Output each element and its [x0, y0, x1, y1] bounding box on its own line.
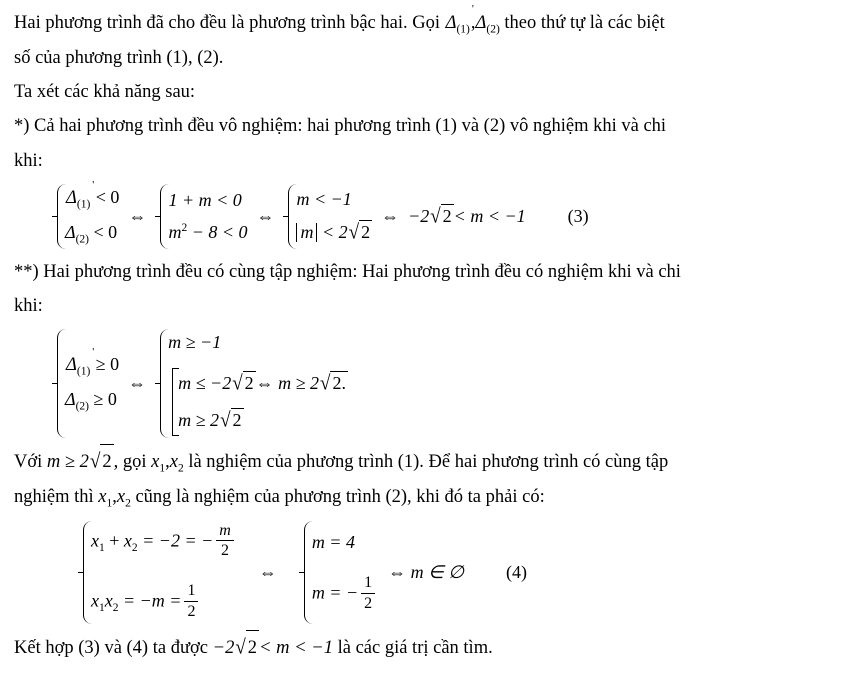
- symbol-comma: ,: [112, 486, 117, 507]
- x1-glyph: x: [98, 486, 107, 507]
- eq4-tail: ⇔ m ∈ ∅: [388, 561, 464, 582]
- symbol-comma: ,: [470, 13, 476, 33]
- delta-2-subscript: (2): [75, 233, 89, 246]
- x1-glyph: x: [151, 451, 160, 472]
- sub-system-2: [168, 329, 348, 438]
- eq4-res-row2-pre: m = −: [311, 582, 359, 603]
- eq4-system-2: [312, 529, 378, 616]
- equation-tag-4: (4): [505, 561, 527, 582]
- sub-system-1: [65, 345, 120, 416]
- sub-or-row1-iff: ⇔ m ≥ 2: [255, 372, 320, 393]
- sub-row2-rel: ≥ 0: [93, 388, 117, 409]
- x1-subscript: 1: [159, 462, 166, 475]
- fraction-1-over-2-a: [184, 582, 198, 621]
- inline-x1-x2-a: [151, 451, 184, 475]
- eq3-c-row-2: [296, 220, 372, 245]
- radicand: 2: [442, 205, 452, 226]
- sub-or-row1-pre: m ≤ −2: [178, 372, 232, 393]
- roots-text-mid: , gọi: [113, 451, 147, 472]
- fraction-denominator: 2: [216, 540, 234, 560]
- inline-x1-x2-b: [98, 486, 131, 510]
- x1-subscript: 1: [99, 602, 105, 615]
- eq3-c-row-1: m < −1: [296, 189, 352, 210]
- brace-left-sub-second: [155, 329, 168, 438]
- roots-text-post: là nghiệm của phương trình (1). Để hai phương trình có cùng tập: [188, 451, 669, 472]
- radicand: 2: [361, 221, 371, 242]
- paragraph-roots-cont: [14, 480, 848, 515]
- x2-subscript: 2: [177, 462, 184, 475]
- paragraph-case1: *) Cả hai phương trình đều vô nghiệm: hai phương trình (1) và (2) vô nghiệm khi và chi: [14, 116, 667, 137]
- eq3-row-1: [65, 178, 120, 212]
- delta-prime-1-sub: [66, 345, 95, 379]
- eq3-system-3: [296, 186, 372, 246]
- delta-2-glyph: Δ: [475, 13, 487, 33]
- delta-1-subscript: (1): [76, 198, 91, 211]
- x2-subscript: 2: [131, 541, 138, 554]
- eq3-system-1: [65, 178, 120, 249]
- eq4-row-1: [91, 523, 237, 562]
- eq3-b-row-2: [168, 221, 247, 244]
- eq3-b-row2-base: m: [168, 221, 182, 242]
- x1-subscript: 1: [106, 497, 113, 510]
- sqrt-2-e: [219, 408, 243, 433]
- iff-symbol-1: ⇔: [128, 205, 147, 226]
- sqrt-2-a: [348, 220, 372, 245]
- radicand: 2: [246, 630, 259, 665]
- sub-or-row2-pre: m ≥ 2: [178, 409, 220, 430]
- sub-or-stack: [178, 369, 348, 435]
- abs-m: m: [296, 223, 317, 243]
- eq4-row-2: [91, 583, 237, 622]
- sub-row-2: [65, 388, 119, 414]
- delta-1-subscript: (1): [76, 365, 91, 378]
- sub-row-1: [65, 345, 120, 379]
- radicand: 2: [100, 444, 113, 479]
- paragraph-intro: [14, 0, 848, 41]
- paragraph-case2: **) Hai phương trình đều có cùng tập nghiệm: Hai phương trình đều có nghiệm khi và chi: [14, 261, 681, 282]
- x2-glyph: x: [169, 451, 178, 472]
- equation-3: [0, 178, 862, 249]
- paragraph-case1-cont: khi:: [14, 150, 43, 171]
- eq4-system-1: [91, 521, 237, 624]
- radical-sign: √: [430, 205, 441, 228]
- delta-2-glyph: Δ: [65, 388, 76, 409]
- delta-prime-1: [445, 3, 474, 41]
- fraction-numerator: m: [219, 521, 231, 539]
- final-pre: −2: [212, 637, 235, 658]
- delta-2-subscript: (2): [75, 400, 89, 413]
- inline-m-pre: m ≥ 2: [46, 451, 89, 472]
- inline-m-condition: [46, 449, 114, 473]
- eq3-row1-rel: < 0: [95, 186, 120, 207]
- conclusion-post: là các giá trị cần tìm.: [337, 637, 493, 658]
- radicand: 2.: [332, 372, 346, 393]
- sub-b-row-1: m ≥ −1: [168, 332, 222, 353]
- fraction-numerator: 1: [364, 574, 373, 592]
- final-rest: < m < −1: [259, 637, 333, 658]
- paragraph-line3: Ta xét các khả năng sau:: [14, 82, 196, 103]
- eq3-b-row2-rest: − 8 < 0: [187, 221, 248, 242]
- radicand: 2: [244, 372, 254, 393]
- fraction-m-over-2: [216, 522, 234, 561]
- eq3-result: [408, 204, 526, 229]
- brace-left-eq4-second: [299, 521, 312, 624]
- sqrt-2-b: [429, 204, 453, 229]
- equation-tag-3: (3): [567, 205, 589, 226]
- sqrt-2-c: [231, 371, 255, 396]
- eq4-res-row-1: m = 4: [311, 531, 355, 552]
- roots-cont-pre: nghiệm thì: [14, 486, 94, 507]
- eq3-result-pre: −2: [408, 205, 430, 226]
- delta-1-glyph: Δ: [66, 187, 77, 208]
- brace-left-eq3-third: [283, 184, 296, 249]
- radical-sign: √: [235, 635, 246, 659]
- delta-1-prime: ': [92, 345, 95, 358]
- roots-cont-post: cũng là nghiệm của phương trình (2), khi đó ta phải có:: [135, 486, 545, 507]
- eq3-system-2: [168, 187, 247, 245]
- paragraph-conclusion: [14, 630, 848, 665]
- eq3-row2-rel: < 0: [93, 221, 118, 242]
- fraction-numerator: 1: [187, 582, 196, 600]
- bracket-left-or: [168, 368, 178, 436]
- radical-sign: √: [232, 372, 243, 395]
- eq4-row2-eq: = −m =: [123, 590, 182, 611]
- eq3-c-row2-rest: < 2: [321, 221, 348, 242]
- equation-system-nonneg: [0, 329, 862, 438]
- sub-bracket-group: [168, 368, 348, 436]
- sub-or-row-2: [178, 408, 348, 433]
- iff-symbol-2: ⇔: [256, 205, 275, 226]
- paragraph-case2-cont: khi:: [14, 295, 43, 316]
- eq4-res-row-2: [312, 575, 378, 614]
- brace-left-sub-first: [52, 329, 65, 438]
- iff-symbol-4: ⇔: [128, 372, 147, 393]
- equation-4: [0, 521, 862, 624]
- brace-left-eq3-first: [52, 184, 65, 249]
- delta-1-prime: ': [92, 178, 95, 191]
- x2-subscript: 2: [125, 497, 131, 510]
- eq3-b-row-1: 1 + m < 0: [168, 190, 242, 211]
- delta-1-subscript: (1): [456, 23, 470, 36]
- intro-text-part1: Hai phương trình đã cho đều là phương trình bậc hai. Gọi: [14, 13, 440, 33]
- brace-left-eq4-first: [78, 521, 91, 624]
- sqrt-2-d: [319, 371, 348, 396]
- eq3-row-2: [65, 221, 119, 247]
- fraction-denominator: 2: [361, 593, 375, 613]
- delta-1-glyph: Δ: [445, 13, 457, 33]
- eq4-row1-eq: = −2 = −: [142, 530, 214, 551]
- x1-subscript: 1: [99, 541, 105, 554]
- x1-glyph: x: [91, 590, 99, 611]
- fraction-denominator: 2: [184, 601, 198, 621]
- roots-text-pre: Với: [14, 451, 43, 472]
- delta-symbols-group: [445, 3, 505, 36]
- iff-symbol-3: ⇔: [381, 205, 400, 226]
- eq3-b-row2-exponent: 2: [181, 221, 188, 234]
- x2-glyph: x: [116, 486, 126, 507]
- brace-left-eq3-second: [155, 184, 168, 249]
- fraction-1-over-2-b: [361, 574, 375, 613]
- conclusion-pre: Kết hợp (3) và (4) ta được: [14, 637, 208, 658]
- x2-glyph: x: [104, 590, 113, 611]
- radical-sign: √: [348, 220, 360, 244]
- symbol-comma: ,: [165, 451, 170, 472]
- radical-sign: √: [320, 372, 331, 395]
- paragraph-line2: số của phương trình (1), (2).: [14, 47, 224, 68]
- delta-1-glyph: Δ: [66, 354, 77, 375]
- final-interval: [212, 635, 333, 659]
- sqrt-2-g: [234, 630, 259, 665]
- paragraph-roots: [14, 444, 848, 480]
- eq4-plus: +: [109, 530, 120, 551]
- sqrt-2-f: [89, 444, 114, 479]
- sub-or-row-1: [178, 371, 348, 396]
- x2-subscript: 2: [112, 602, 119, 615]
- x2-glyph: x: [123, 530, 132, 551]
- delta-1-prime: ': [471, 3, 474, 15]
- eq3-result-rest: < m < −1: [453, 205, 526, 226]
- intro-text-part2: theo thứ tự là các biệt: [504, 13, 665, 33]
- radical-sign: √: [220, 408, 231, 432]
- radical-sign: √: [89, 449, 101, 473]
- iff-symbol-5: ⇔: [258, 561, 277, 582]
- delta-2-subscript: (2): [486, 23, 500, 36]
- delta-prime-1-eq3: [66, 178, 95, 212]
- sub-row1-rel: ≥ 0: [95, 353, 120, 374]
- delta-2-glyph: Δ: [65, 221, 76, 242]
- x1-glyph: x: [91, 530, 99, 551]
- radicand: 2: [232, 409, 242, 430]
